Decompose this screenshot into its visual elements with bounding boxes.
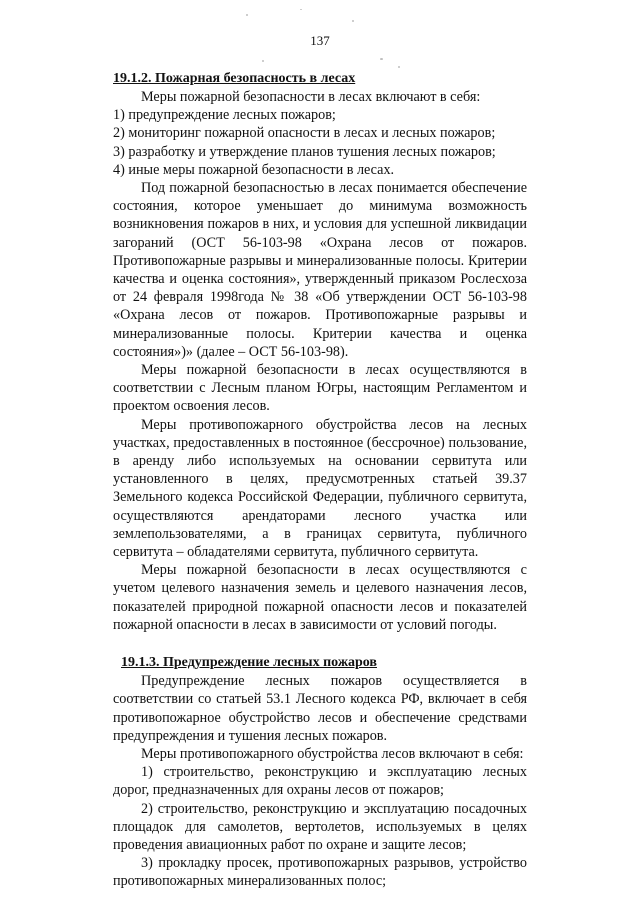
section-heading: 19.1.3. Предупреждение лесных пожаров — [121, 655, 377, 671]
scan-noise — [380, 58, 383, 60]
list-item: 1) строительство, реконструкцию и эксплуатацию лесных дорог, предназначенных для охраны лесов от пожаров; — [113, 764, 527, 799]
paragraph: Меры пожарной безопасности в лесах осуществляются с учетом целевого назначения земель и целевого назначения лесов, показателей природной пожарной опасности лесов и показателей пожарной опасности в лесах в зависимости от условий погоды. — [113, 562, 527, 633]
paragraph: Под пожарной безопасностью в лесах понимается обеспечение состояния, которое уменьшает до минимума возможность возникновения пожаров в них, и условия для успешной ликвидации загораний (ОСТ 56-103-98 «Охрана лесов от пожаров. Противопожарные разрывы и минерализованные полосы. Критерии качества и оценка состояния», утвержденный приказом Рослесхоза от 24 февраля 1998года № 38 «Об утверждении ОСТ 56-103-98 «Охрана лесов от пожаров. Противопожарные разрывы и минерализованные полосы. Критерии качества и оценка состояния»)» (далее – ОСТ 56-103-98). — [113, 180, 527, 360]
list-item: 2) мониторинг пожарной опасности в лесах и лесных пожаров; — [113, 125, 496, 142]
section-gap — [113, 634, 527, 654]
section-heading: 19.1.2. Пожарная безопасность в лесах — [113, 71, 356, 86]
scan-noise — [262, 60, 264, 62]
scan-noise — [352, 20, 354, 22]
paragraph: Меры противопожарного обустройства лесов на лесных участках, предоставленных в постоянное (бессрочное) пользование, в аренду либо используемых на основании сервитута или установленного в целях, предусмотренных статьей 39.37 Земельного кодекса Российской Федерации, публичного сервитута, осуществляются арендаторами лесного участка или землепользователями, а в границах сервитута, публичного сервитута – обладателями сервитута, публичного сервитута. — [113, 416, 527, 561]
list-item: 2) строительство, реконструкцию и эксплуатацию посадочных площадок для самолетов, вертолетов, используемых в целях проведения авиационных работ по охране и защите лесов; — [113, 800, 527, 853]
paragraph: Меры пожарной безопасности в лесах осуществляются в соответствии с Лесным планом Югры, настоящим Регламентом и проектом освоения лесов. — [113, 362, 527, 415]
scan-noise — [246, 14, 248, 16]
scan-noise — [398, 66, 400, 68]
paragraph: Меры противопожарного обустройства лесов включают в себя: — [141, 745, 524, 762]
list-item: 1) предупреждение лесных пожаров; — [113, 107, 336, 124]
list-item: 3) прокладку просек, противопожарных разрывов, устройство противопожарных минерализованных полос; — [113, 855, 527, 890]
page-number: 137 — [310, 33, 330, 48]
list-item: 3) разработку и утверждение планов тушения лесных пожаров; — [113, 143, 496, 160]
document-body — [113, 70, 527, 891]
list-item: 4) иные меры пожарной безопасности в лесах. — [113, 161, 395, 178]
paragraph: Предупреждение лесных пожаров осуществляется в соответствии со статьей 53.1 Лесного кодекса РФ, включает в себя противопожарное обустройство лесов и обеспечение средствами предупреждения и тушения лесных пожаров. — [113, 673, 527, 744]
section-intro: Меры пожарной безопасности в лесах включают в себя: — [141, 89, 481, 105]
scan-noise — [300, 9, 302, 10]
